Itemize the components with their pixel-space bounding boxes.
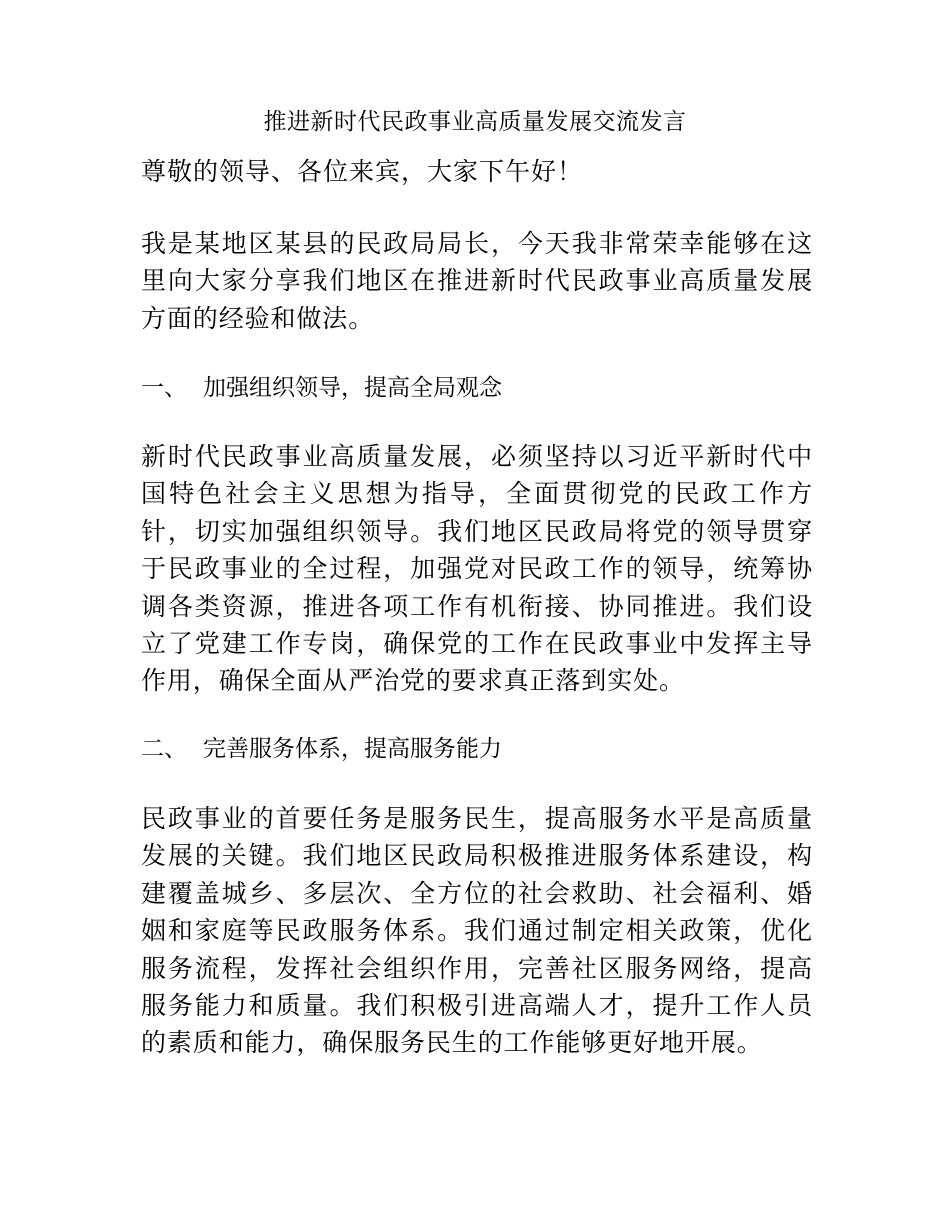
intro-paragraph: 我是某地区某县的民政局局长，今天我非常荣幸能够在这里向大家分享我们地区在推进新时代民政事业高质量发展方面的经验和做法。: [141, 229, 813, 333]
section-body-2: 民政事业的首要任务是服务民生，提高服务水平是高质量发展的关键。我们地区民政局积极推进服务体系建设，构建覆盖城乡、多层次、全方位的社会救助、社会福利、婚姻和家庭等民政服务体系。我们通过制定相关政策，优化服务流程，发挥社会组织作用，完善社区服务网络，提高服务能力和质量。我们积极引进高端人才，提升工作人员的素质和能力，确保服务民生的工作能够更好地开展。: [141, 804, 813, 1058]
section-number-1: 一、: [141, 375, 187, 401]
greeting-line: 尊敬的领导、各位来宾，大家下午好！: [141, 157, 584, 186]
section-body-1: 新时代民政事业高质量发展，必须坚持以习近平新时代中国特色社会主义思想为指导，全面贯彻党的民政工作方针，切实加强组织领导。我们地区民政局将党的领导贯穿于民政事业的全过程，加强党对民政工作的领导，统筹协调各类资源，推进各项工作有机衔接、协同推进。我们设立了党建工作专岗，确保党的工作在民政事业中发挥主导作用，确保全面从严治党的要求真正落到实处。: [141, 442, 813, 696]
section-heading-text-2: 完善服务体系，提高服务能力: [203, 736, 502, 762]
section-heading-2: [141, 731, 502, 767]
section-heading-text-1: 加强组织领导，提高全局观念: [203, 375, 502, 401]
document-title: 推进新时代民政事业高质量发展交流发言: [263, 109, 687, 135]
section-number-2: 二、: [141, 736, 187, 762]
section-heading-1: [141, 370, 502, 406]
